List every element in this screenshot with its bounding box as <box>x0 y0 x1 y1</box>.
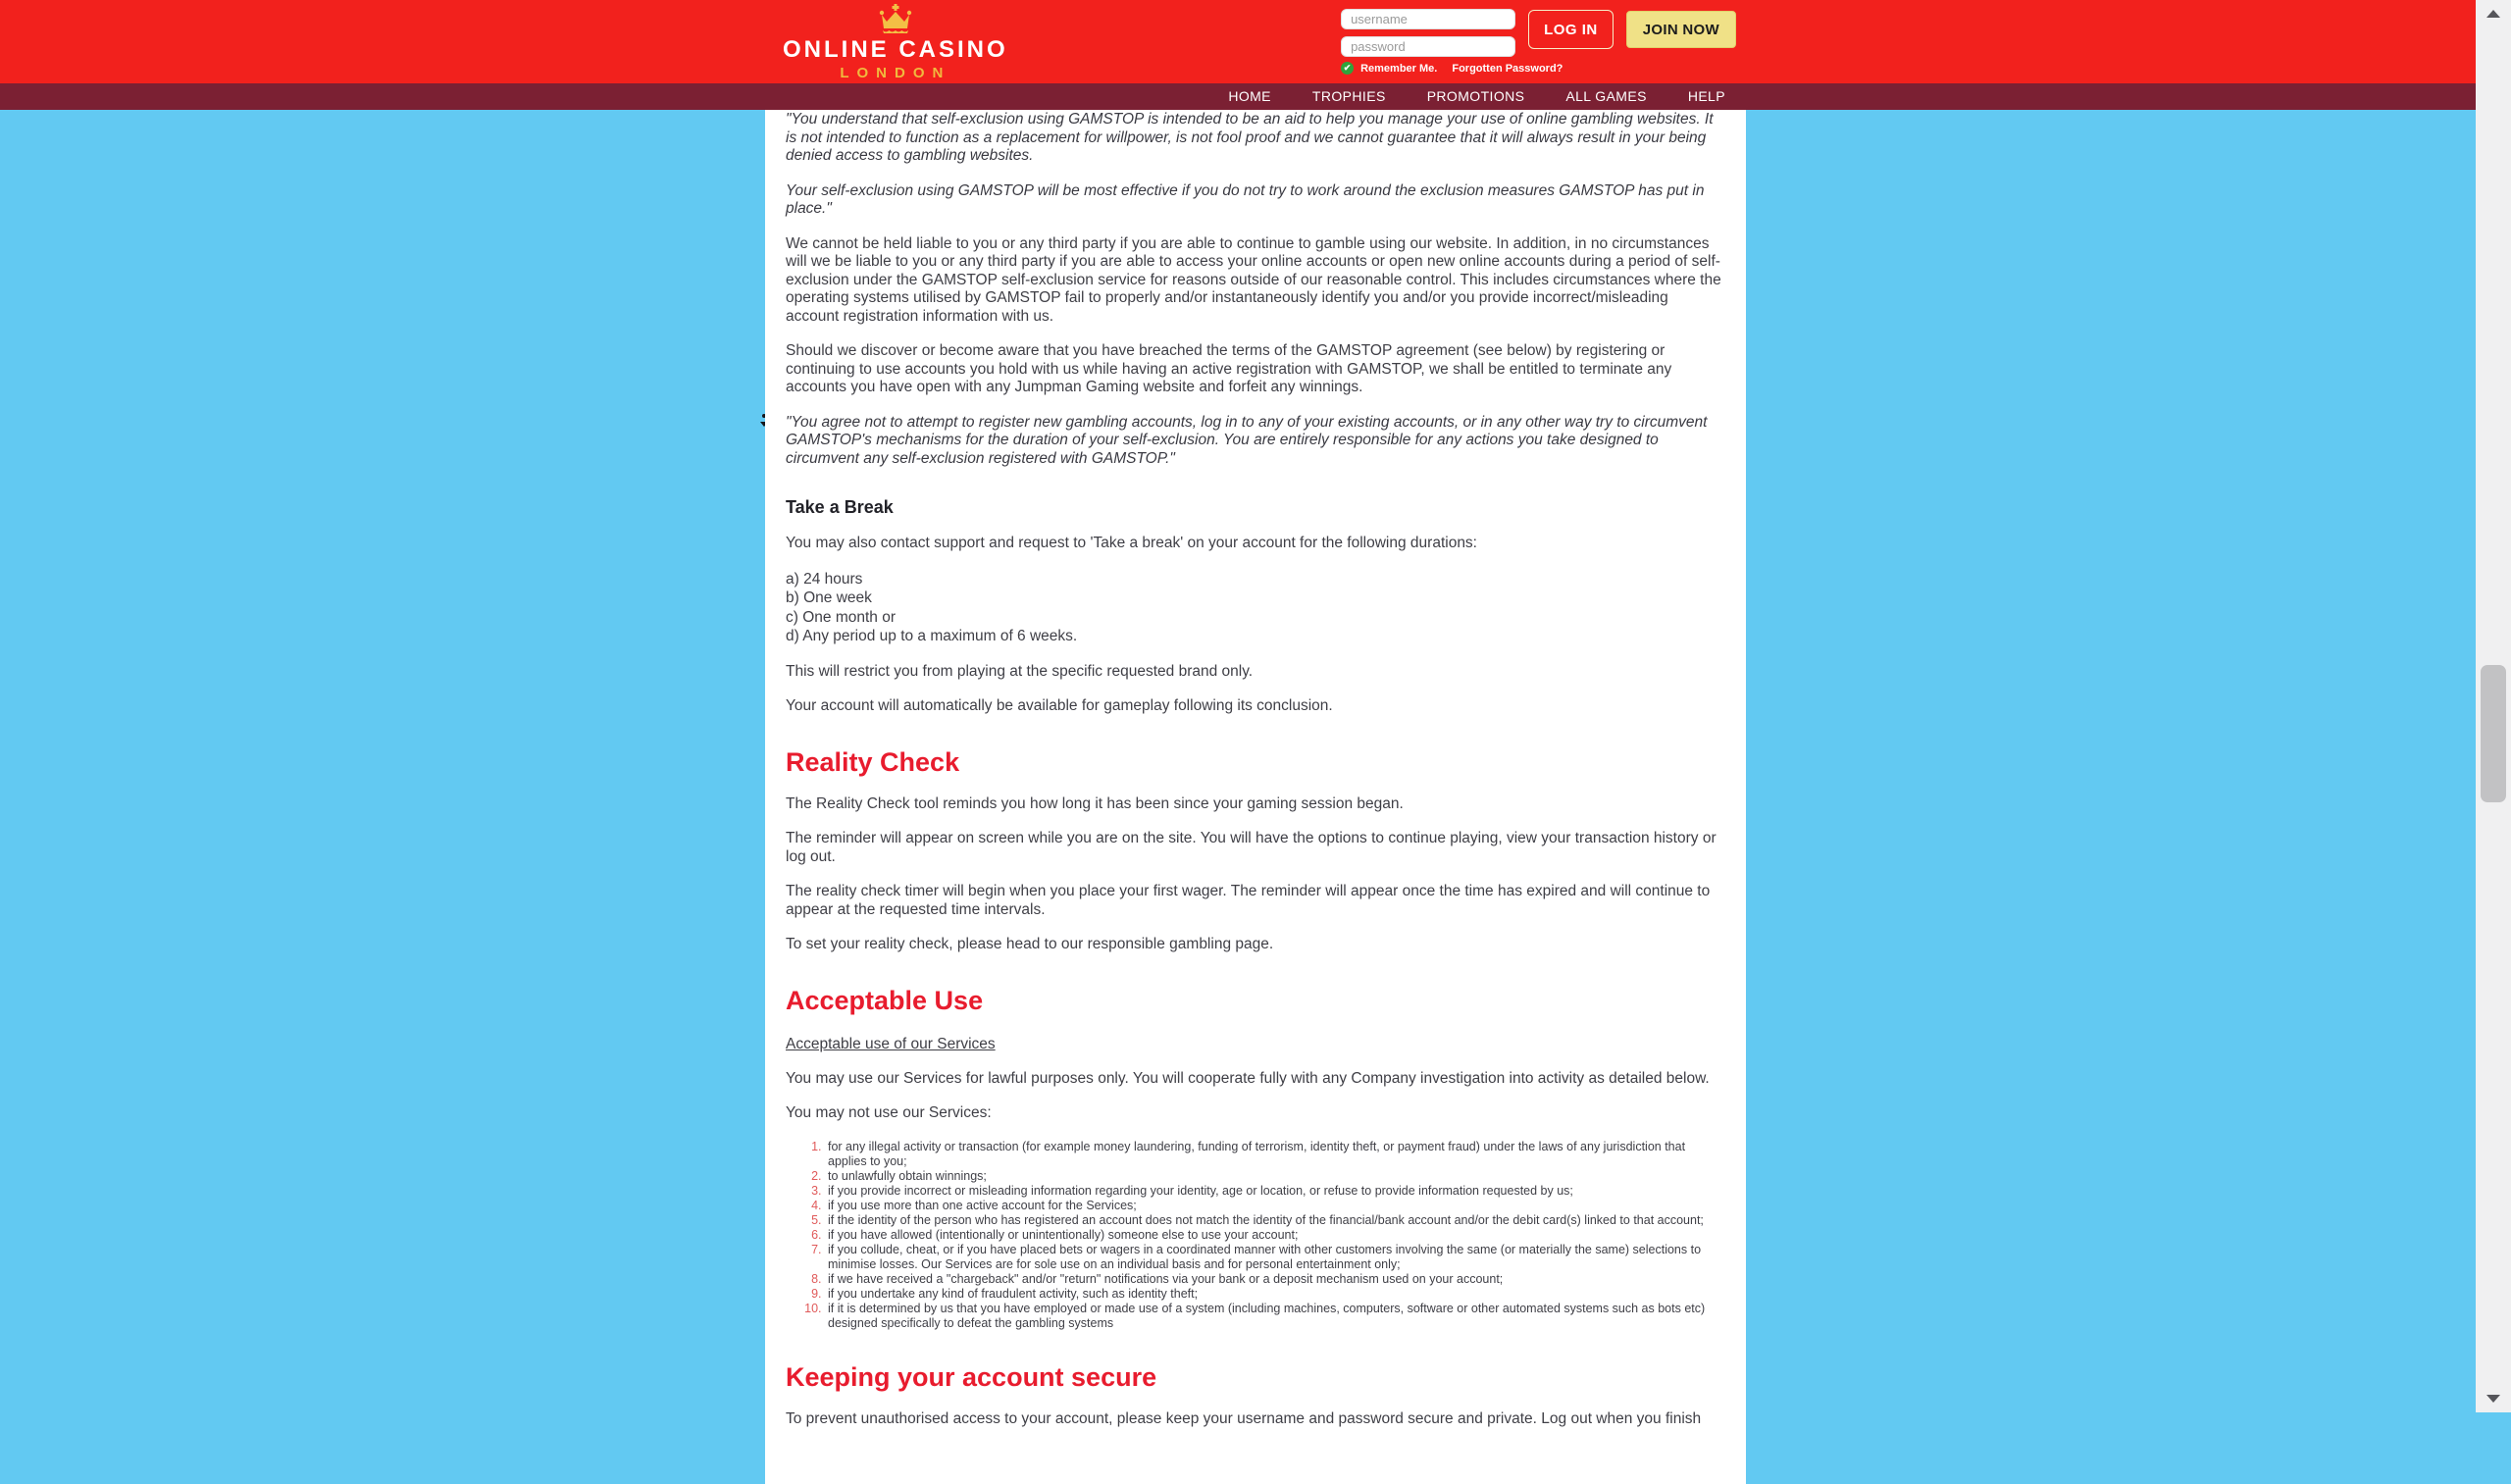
reality-check-paragraph-1: The Reality Check tool reminds you how long it has been since your gaming session began. <box>786 794 1404 812</box>
scroll-up-arrow-icon[interactable] <box>2486 10 2500 18</box>
logo-subtitle: LONDON <box>840 65 951 81</box>
crown-icon <box>875 4 916 35</box>
main-nav <box>0 83 2511 110</box>
list-item: 1. for any illegal activity or transaction (for example money laundering, funding of terrorism, identity theft, or payment fraud) under the laws of any jurisdiction that applies to you; <box>825 1140 1725 1169</box>
password-input[interactable] <box>1341 36 1515 57</box>
take-a-break-intro: You may also contact support and request to 'Take a break' on your account for the following durations: <box>786 535 1477 551</box>
username-input[interactable] <box>1341 9 1515 29</box>
break-option-d: d) Any period up to a maximum of 6 weeks. <box>786 628 1078 644</box>
nav-item-home[interactable]: HOME <box>1228 88 1271 104</box>
nav-item-all-games[interactable]: ALL GAMES <box>1565 88 1647 104</box>
scroll-down-arrow-icon[interactable] <box>2486 1395 2500 1403</box>
scrollbar-thumb[interactable] <box>2481 665 2506 802</box>
list-item: 7. if you collude, cheat, or if you have placed bets or wagers in a coordinated manner with other customers involving the same (or materially the same) selections to minimise losses. Our Services are for sole use on an individual basis and for personal entertainment only; <box>825 1243 1725 1272</box>
account-secure-paragraph-1: To prevent unauthorised access to your account, please keep your username and password secure and private. Log out when you finish <box>786 1409 1702 1427</box>
gamstop-quote-3: "You agree not to attempt to register new gambling accounts, log in to any of your existing accounts, or in any other way try to circumvent GAMSTOP's mechanisms for the duration of your self-exclusion. You are entirely responsible for any actions you take designed to circumvent any self-exclusion registered with GAMSTOP." <box>786 413 1708 467</box>
reality-check-paragraph-3: The reality check timer will begin when you place your first wager. The reminder will appear once the time has expired and will continue to appear at the requested time intervals. <box>786 883 1711 918</box>
gamstop-quote-2: Your self-exclusion using GAMSTOP will be most effective if you do not try to work around the exclusion measures GAMSTOP has put in place." <box>786 181 1705 217</box>
terms-content-panel <box>765 110 1746 1484</box>
list-item: 8. if we have received a "chargeback" and/or "return" notifications via your bank or a deposit mechanism used on your account; <box>825 1272 1725 1287</box>
break-option-c: c) One month or <box>786 608 896 626</box>
nav-item-promotions[interactable]: PROMOTIONS <box>1426 88 1525 104</box>
break-option-a: a) 24 hours <box>786 570 863 588</box>
nav-item-trophies[interactable]: TROPHIES <box>1311 88 1386 104</box>
list-item: 2. to unlawfully obtain winnings; <box>825 1169 1725 1184</box>
logo-title: ONLINE CASINO <box>783 36 1008 63</box>
acceptable-use-subheading: Acceptable use of our Services <box>786 1035 996 1052</box>
nav-item-help[interactable]: HELP <box>1687 88 1725 104</box>
account-secure-heading: Keeping your account secure <box>786 1361 1157 1392</box>
acceptable-use-paragraph-2: You may not use our Services: <box>786 1104 992 1121</box>
take-a-break-options <box>786 570 1725 646</box>
join-now-button[interactable]: JOIN NOW <box>1626 11 1736 48</box>
list-item: 9. if you undertake any kind of fraudulent activity, such as identity theft; <box>825 1287 1725 1302</box>
page-background <box>0 110 2511 1427</box>
login-button[interactable]: LOG IN <box>1528 10 1614 49</box>
site-logo[interactable] <box>783 2 1008 81</box>
gamstop-paragraph-2: Should we discover or become aware that you have breached the terms of the GAMSTOP agreement (see below) by registering or continuing to use accounts you hold with us while having an active registration with GAMSTOP, we shall be entitled to terminate any accounts you have open with any Jumpman Gaming website and forfeit any winnings. <box>786 342 1672 395</box>
scrollbar[interactable] <box>2476 0 2511 1412</box>
list-item: 3. if you provide incorrect or misleading information regarding your identity, age or location, or refuse to provide information requested by us; <box>825 1184 1725 1199</box>
take-a-break-heading: Take a Break <box>786 497 894 517</box>
list-item: 6. if you have allowed (intentionally or unintentionally) someone else to use your account; <box>825 1228 1725 1243</box>
list-item: 4. if you use more than one active account for the Services; <box>825 1199 1725 1213</box>
prohibited-uses-list <box>786 1140 1725 1331</box>
reality-check-paragraph-2: The reminder will appear on screen while you are on the site. You will have the options to continue playing, view your transaction history or log out. <box>786 830 1717 865</box>
forgotten-password-link[interactable]: Forgotten Password? <box>1452 62 1563 75</box>
acceptable-use-paragraph-1: You may use our Services for lawful purposes only. You will cooperate fully with any Company investigation into activity as detailed below. <box>786 1069 1710 1087</box>
gamstop-paragraph-1: We cannot be held liable to you or any third party if you are able to continue to gamble using our website. In addition, in no circumstances will we be liable to you or any third party if you are able to access your online accounts or open new online accounts during a period of self-exclusion under the GAMSTOP self-exclusion service for reasons outside of our reasonable control. This includes circumstances where the operating systems utilised by GAMSTOP fail to properly and/or instantaneously identify you and/or you provide incorrect/misleading account registration information with us. <box>786 234 1721 325</box>
take-a-break-paragraph-1: This will restrict you from playing at the specific requested brand only. <box>786 662 1254 680</box>
login-area <box>1341 9 1736 75</box>
remember-me-label: Remember Me. <box>1360 62 1438 75</box>
site-header <box>0 0 2511 83</box>
gamstop-quote-1: "You understand that self-exclusion using GAMSTOP is intended to be an aid to help you manage your use of online gambling websites. It is not intended to function as a replacement for willpower, is not fool proof and we cannot guarantee that it will always result in your being denied access to gambling websites. <box>786 111 1714 164</box>
reality-check-heading: Reality Check <box>786 746 960 777</box>
list-item: 5. if the identity of the person who has registered an account does not match the identity of the financial/bank account and/or the debit card(s) linked to that account; <box>825 1213 1725 1228</box>
take-a-break-paragraph-2: Your account will automatically be available for gameplay following its conclusion. <box>786 697 1333 714</box>
acceptable-use-heading: Acceptable Use <box>786 985 984 1015</box>
reality-check-paragraph-4: To set your reality check, please head to our responsible gambling page. <box>786 936 1274 952</box>
remember-me-checkbox[interactable]: ✔ <box>1341 62 1354 75</box>
break-option-b: b) One week <box>786 589 872 606</box>
list-item: 10. if it is determined by us that you have employed or made use of a system (including machines, computers, software or other automated systems such as bots etc) designed specifically to defeat the gambling systems <box>825 1302 1725 1331</box>
